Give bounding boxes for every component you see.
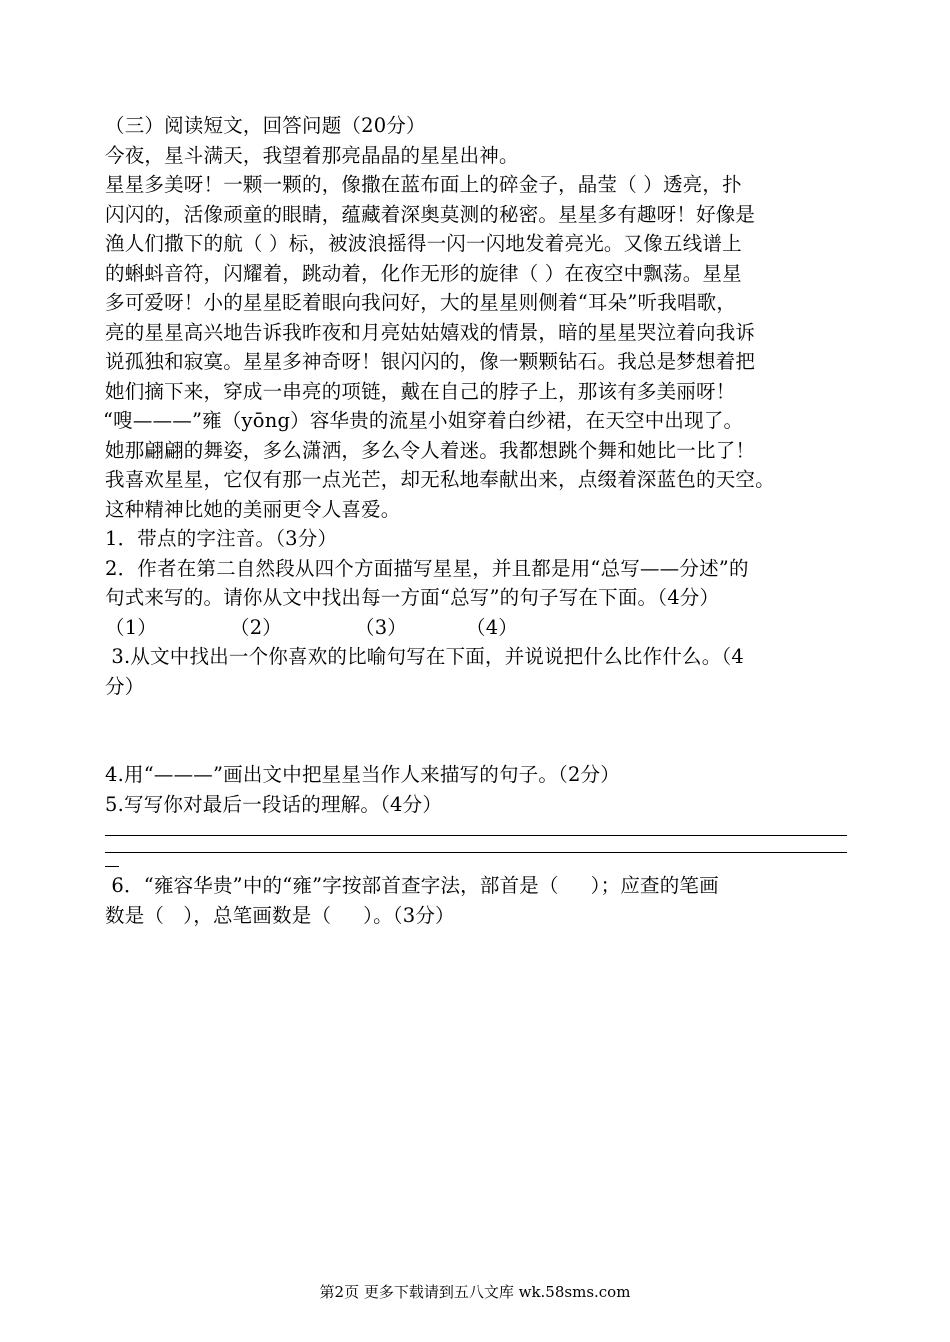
question-4: 4.用“———”画出文中把星星当作人来描写的句子。（2分） bbox=[105, 763, 620, 786]
q2-item-4: （4） bbox=[466, 615, 519, 639]
reading-passage bbox=[105, 141, 847, 525]
answer-line-tail bbox=[105, 866, 119, 867]
q2-item-3: （3） bbox=[355, 615, 408, 639]
passage-line: 的蝌蚪音符，闪耀着，跳动着，化作无形的旋律（ ）在夜空中飘荡。星星 bbox=[105, 261, 742, 285]
question-3-line-1: 3.从文中找出一个你喜欢的比喻句写在下面，并说说把什么比作什么。（4 bbox=[105, 645, 744, 668]
answer-line[interactable] bbox=[105, 852, 847, 853]
passage-line: 说孤独和寂寞。星星多神奇呀！银闪闪的，像一颗颗钻石。我总是梦想着把 bbox=[105, 350, 756, 373]
passage-line: 这种精神比她的美丽更令人喜爱。 bbox=[105, 497, 401, 521]
question-1: 1．带点的字注音。（3分） bbox=[105, 527, 338, 550]
passage-line: 我喜欢星星，它仅有那一点光芒，却无私地奉献出来，点缀着深蓝色的天空。 bbox=[105, 468, 775, 491]
question-6-line-2: 数是（ ），总笔画数是（ ）。（3分） bbox=[105, 903, 455, 927]
question-3-line-2: 分） bbox=[105, 674, 145, 698]
passage-line: 星星多美呀！一颗一颗的，像撒在蓝布面上的碎金子，晶莹（ ）透亮，扑 bbox=[105, 173, 742, 196]
passage-line: 多可爱呀！小的星星眨着眼向我问好，大的星星则侧着“耳朵”听我唱歌， bbox=[105, 291, 737, 314]
answer-space bbox=[105, 701, 847, 760]
passage-line: 亮的星星高兴地告诉我昨夜和月亮姑姑嬉戏的情景，暗的星星哭泣着向我诉 bbox=[105, 320, 756, 344]
passage-line: 她那翩翩的舞姿，多么潇洒，多么令人着迷。我都想跳个舞和她比一比了！ bbox=[105, 438, 756, 462]
content-body bbox=[105, 111, 847, 930]
answer-line[interactable] bbox=[105, 835, 847, 836]
question-5: 5.写写你对最后一段话的理解。（4分） bbox=[105, 792, 443, 816]
passage-line: “嗖———”雍（yōng）容华贵的流星小姐穿着白纱裙，在天空中出现了。 bbox=[103, 409, 744, 432]
passage-line: 渔人们撒下的航（ ）标，被波浪摇得一闪一闪地发着亮光。又像五线谱上 bbox=[105, 232, 742, 255]
q2-item-1: （1） bbox=[105, 615, 158, 639]
page-footer: 第2页 更多下载请到五八文库 wk.58sms.com bbox=[319, 1283, 631, 1301]
question-2-line-1: 2．作者在第二自然段从四个方面描写星星，并且都是用“总写——分述”的 bbox=[105, 556, 749, 580]
section-heading: （三）阅读短文，回答问题（20分） bbox=[105, 114, 426, 137]
passage-line: 她们摘下来，穿成一串亮的项链，戴在自己的脖子上，那该有多美丽呀！ bbox=[105, 379, 736, 403]
question-2-line-2: 句式来写的。请你从文中找出每一方面“总写”的句子写在下面。（4分） bbox=[105, 586, 720, 609]
question-2-items bbox=[105, 613, 847, 643]
q2-item-2: （2） bbox=[230, 615, 283, 639]
passage-line: 闪闪的，活像顽童的眼睛，蕴藏着深奥莫测的秘密。星星多有趣呀！好像是 bbox=[105, 202, 756, 226]
passage-line: 今夜，星斗满天，我望着那亮晶晶的星星出神。 bbox=[105, 143, 519, 167]
question-6-line-1: 6．“雍容华贵”中的“雍”字按部首查字法，部首是（ ）；应查的笔画 bbox=[105, 874, 719, 897]
